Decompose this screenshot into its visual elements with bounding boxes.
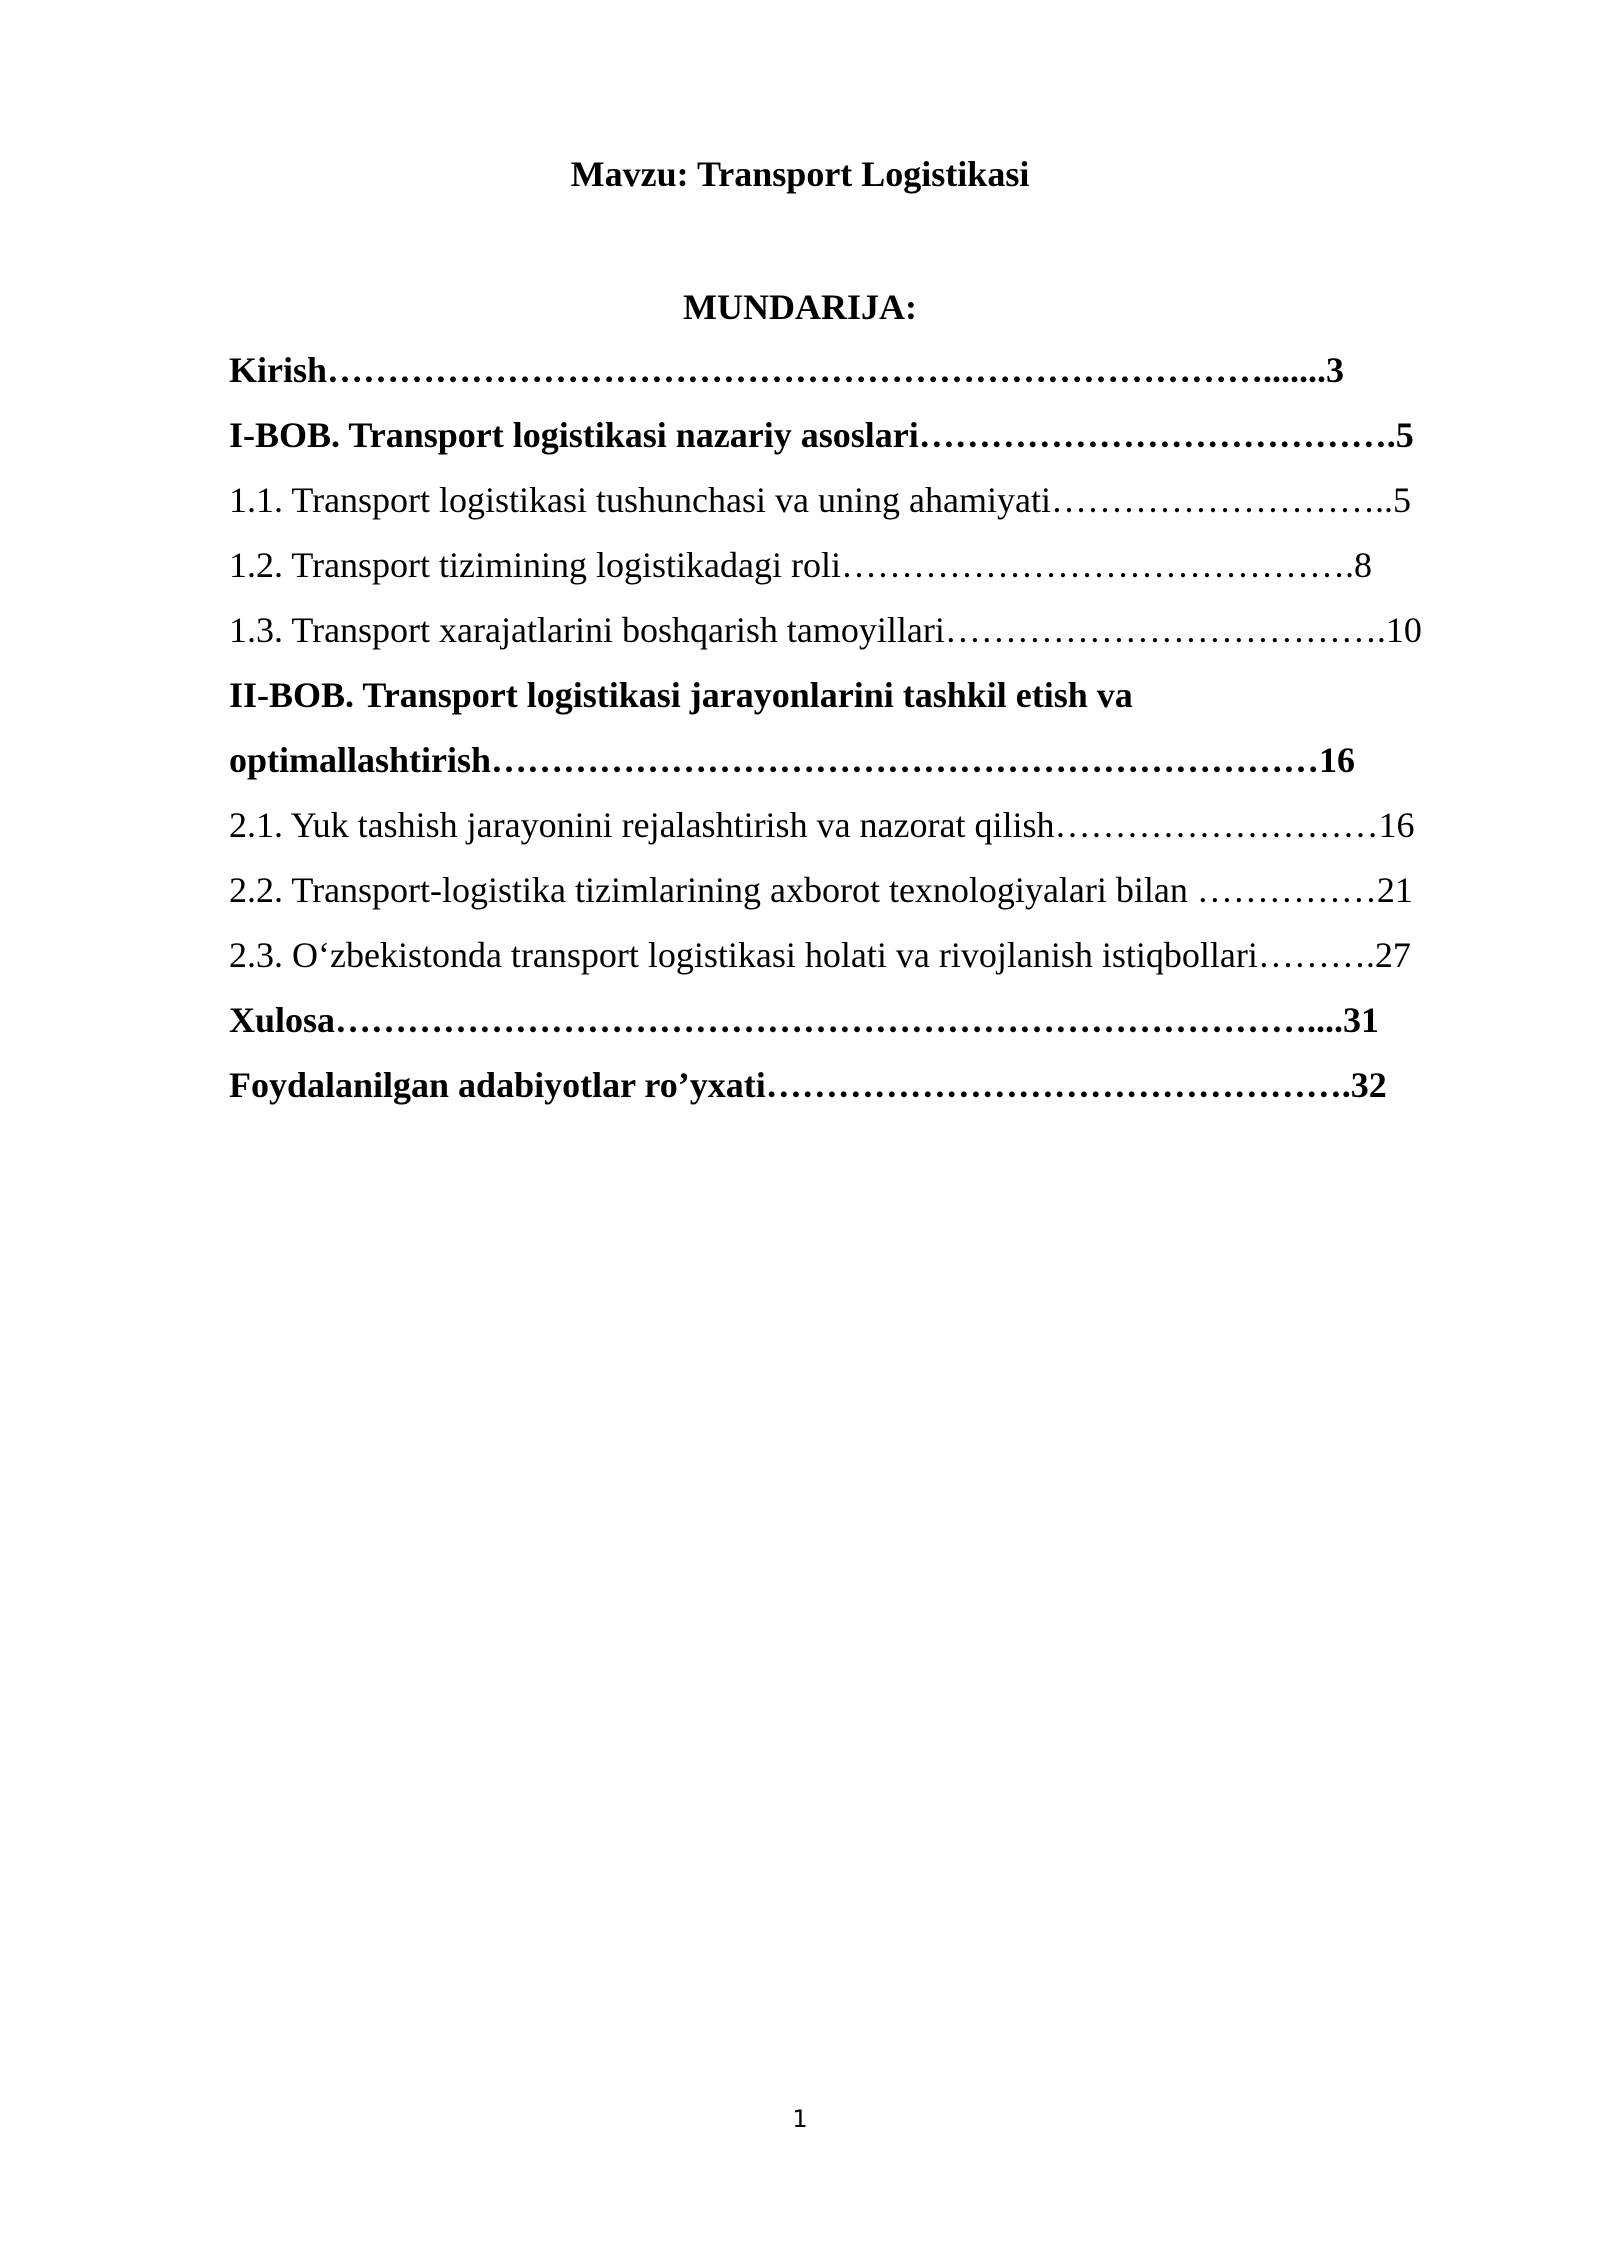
toc-entry-kirish: Kirish…………………………………………………………………….......3 [229,350,1345,390]
toc-entry-1-2: 1.2. Transport tizimining logistikadagi roli…………………………………….8 [229,545,1372,585]
toc-entry-references: Foydalanilgan adabiyotlar ro’yxati………………………………………….32 [229,1065,1387,1105]
document-title: Mavzu: Transport Logistikasi [570,154,1030,194]
toc-entry-1-3: 1.3. Transport xarajatlarini boshqarish tamoyillari……………………………….10 [229,610,1422,650]
toc-entry-chapter-2-line-2: optimallashtirish……………………………………………………………16 [229,740,1356,780]
toc-entry-2-2: 2.2. Transport-logistika tizimlarining axborot texnologiyalari bilan ……………21 [229,870,1413,910]
page-number: 1 [792,2105,808,2133]
toc-entry-2-3: 2.3. O‘zbekistonda transport logistikasi holati va rivojlanish istiqbollari……….27 [229,935,1411,975]
toc-heading: MUNDARIJA: [683,287,917,327]
toc-entry-chapter-1: I-BOB. Transport logistikasi nazariy asoslari………………………………….5 [229,415,1414,455]
toc-entry-xulosa: Xulosa………………………………………………………………………....31 [229,1000,1380,1040]
toc-entry-chapter-2-line-1: II-BOB. Transport logistikasi jarayonlarini tashkil etish va [229,675,1133,715]
toc-entry-2-1: 2.1. Yuk tashish jarayonini rejalashtirish va nazorat qilish………………………16 [229,805,1415,845]
toc-entry-1-1: 1.1. Transport logistikasi tushunchasi va uning ahamiyati………………………..5 [229,480,1411,520]
